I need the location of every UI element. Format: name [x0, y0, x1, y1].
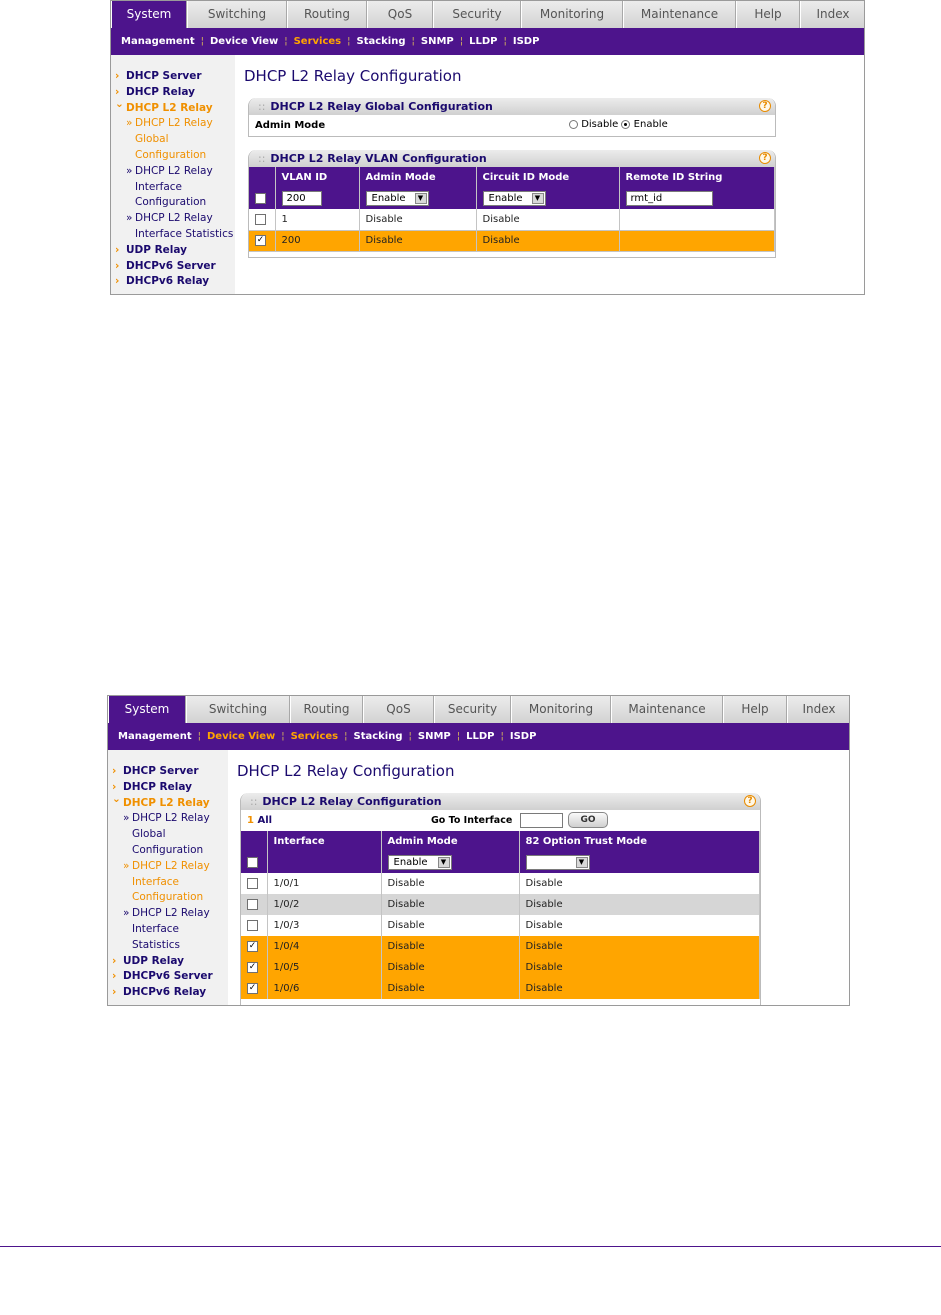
tab-monitoring[interactable]: Monitoring — [511, 696, 611, 723]
admin-mode-select[interactable]: Enable ▼ — [366, 191, 429, 206]
subnav-isdp[interactable]: ISDP — [512, 36, 540, 47]
col-vlan-id: VLAN ID — [275, 167, 359, 188]
trust-mode-cell: Disable — [519, 915, 760, 936]
help-icon[interactable]: ? — [759, 152, 771, 164]
interface-cell: 1/0/2 — [267, 894, 381, 915]
sidebar-item-dhcpv6-server[interactable]: › DHCPv6 Server — [108, 969, 228, 985]
double-chevron-icon: » — [123, 907, 130, 920]
sidebar-item-dhcp-server[interactable]: › DHCP Server — [108, 764, 228, 780]
footer-rule — [0, 1246, 941, 1247]
table-row[interactable] — [241, 873, 760, 894]
interface-cell: 1/0/5 — [267, 957, 381, 978]
tab-maintenance[interactable]: Maintenance — [623, 1, 736, 28]
main-content — [235, 55, 864, 294]
edit-row — [241, 852, 760, 873]
subnav-device-view[interactable]: Device View — [206, 731, 276, 742]
tab-qos[interactable]: QoS — [367, 1, 433, 28]
trust-mode-cell: Disable — [519, 894, 760, 915]
circuit-id-mode-cell: Disable — [476, 209, 619, 230]
sidebar — [108, 750, 228, 1005]
col-remote-id-string: Remote ID String — [619, 167, 775, 188]
sidebar-item-udp-relay[interactable]: › UDP Relay — [111, 243, 235, 259]
admin-mode-cell: Disable — [381, 978, 519, 999]
table-row[interactable] — [249, 209, 775, 230]
admin-mode-cell: Disable — [381, 894, 519, 915]
tab-index[interactable]: Index — [787, 696, 850, 723]
double-chevron-icon: » — [126, 212, 133, 225]
trust-mode-cell: Disable — [519, 957, 760, 978]
col-admin-mode: Admin Mode — [381, 831, 519, 852]
sidebar-item-dhcp-server[interactable]: › DHCP Server — [111, 69, 235, 85]
tab-system[interactable]: System — [108, 696, 186, 723]
dropdown-arrow-icon: ▼ — [415, 193, 427, 204]
sidebar-item-l2-interface-stats[interactable]: » DHCP L2 Relay Interface Statistics — [126, 212, 234, 240]
table-row[interactable] — [241, 978, 760, 999]
circuit-id-mode-select[interactable]: Enable ▼ — [483, 191, 546, 206]
panel-header: :: DHCP L2 Relay VLAN Configuration ? — [249, 150, 775, 167]
main-content — [228, 750, 849, 1005]
double-chevron-icon: » — [126, 164, 133, 177]
sidebar-item-dhcp-relay[interactable]: › DHCP Relay — [111, 85, 235, 101]
table-header-row — [249, 167, 775, 188]
tab-maintenance[interactable]: Maintenance — [611, 696, 723, 723]
interface-config-panel — [240, 793, 761, 1006]
sidebar-item-l2-interface-config[interactable]: » DHCP L2 Relay Interface Configuration — [126, 164, 213, 209]
trust-mode-cell: Disable — [519, 978, 760, 999]
vlan-id-input[interactable]: 200 — [282, 191, 322, 206]
filter-all[interactable]: All — [257, 815, 273, 826]
tab-help[interactable]: Help — [723, 696, 787, 723]
admin-mode-select[interactable]: Enable ▼ — [388, 855, 452, 870]
dropdown-arrow-icon: ▼ — [438, 857, 450, 868]
table-row[interactable] — [241, 915, 760, 936]
sidebar-item-udp-relay[interactable]: › UDP Relay — [108, 954, 228, 970]
sidebar-item-l2-global-config[interactable]: » DHCP L2 Relay Global Configuration — [126, 117, 213, 161]
table-header-row — [241, 831, 760, 852]
subnav-device-view[interactable]: Device View — [209, 36, 279, 47]
panel-header: :: DHCP L2 Relay Configuration ? — [241, 793, 760, 810]
tab-security[interactable]: Security — [433, 1, 521, 28]
subnav-management[interactable]: Management — [118, 731, 192, 742]
subnav-stacking[interactable]: Stacking — [356, 36, 406, 47]
double-chevron-icon: » — [123, 859, 130, 872]
go-to-interface-input[interactable] — [520, 813, 563, 828]
tab-monitoring[interactable]: Monitoring — [521, 1, 623, 28]
interface-cell: 1/0/6 — [267, 978, 381, 999]
vlan-config-panel — [248, 150, 776, 258]
admin-mode-label: Admin Mode — [255, 120, 326, 131]
row-checkbox[interactable] — [247, 899, 258, 910]
grip-icon: :: — [250, 795, 258, 808]
row-checkbox[interactable] — [247, 920, 258, 931]
tab-switching[interactable]: Switching — [187, 1, 287, 28]
help-icon[interactable]: ? — [759, 100, 771, 112]
trust-mode-cell: Disable — [519, 936, 760, 957]
trust-mode-cell: Disable — [519, 873, 760, 894]
tab-switching[interactable]: Switching — [186, 696, 290, 723]
subnav-lldp[interactable]: LLDP — [469, 36, 498, 47]
help-icon[interactable]: ? — [744, 795, 756, 807]
double-chevron-icon: » — [123, 812, 130, 825]
table-row[interactable] — [241, 894, 760, 915]
admin-mode-cell: Disable — [381, 873, 519, 894]
subnav-management[interactable]: Management — [121, 36, 195, 47]
sub-nav-bar: Management ¦ Device View ¦ Services ¦ Stacking ¦ SNMP ¦ LLDP ¦ ISDP — [111, 28, 864, 55]
filter-bar — [241, 810, 760, 831]
row-checkbox[interactable]: ✓ — [256, 234, 265, 245]
col-82-option-trust-mode: 82 Option Trust Mode — [519, 831, 760, 852]
page-title: DHCP L2 Relay Configuration — [237, 762, 455, 780]
table-row[interactable] — [241, 957, 760, 978]
subnav-stacking[interactable]: Stacking — [353, 731, 403, 742]
subnav-services[interactable]: Services — [293, 36, 342, 47]
radio-disable-label: Disable — [581, 119, 619, 130]
tab-qos[interactable]: QoS — [363, 696, 434, 723]
row-checkbox[interactable]: ✓ — [248, 982, 257, 993]
page-title: DHCP L2 Relay Configuration — [244, 67, 462, 85]
subnav-lldp[interactable]: LLDP — [466, 731, 495, 742]
filter-1[interactable]: 1 — [247, 815, 254, 826]
vlan-id-cell: 1 — [275, 209, 359, 230]
vlan-id-cell: 200 — [275, 230, 359, 251]
tab-routing[interactable]: Routing — [290, 696, 363, 723]
interface-table — [241, 831, 760, 999]
sidebar-item-l2-interface-config[interactable]: » DHCP L2 Relay Interface Configuration — [123, 859, 210, 904]
radio-enable[interactable] — [621, 120, 630, 129]
radio-disable[interactable] — [569, 120, 578, 129]
row-checkbox[interactable] — [247, 878, 258, 889]
dropdown-arrow-icon: ▼ — [576, 857, 588, 868]
tab-help[interactable]: Help — [736, 1, 800, 28]
screenshot-interface-config — [107, 695, 850, 1006]
remote-id-input[interactable]: rmt_id — [626, 191, 713, 206]
grip-icon: :: — [258, 152, 266, 165]
global-config-panel — [248, 98, 776, 137]
col-admin-mode: Admin Mode — [359, 167, 476, 188]
table-row[interactable] — [249, 230, 775, 251]
subnav-snmp[interactable]: SNMP — [420, 36, 454, 47]
sidebar-item-dhcpv6-server[interactable]: › DHCPv6 Server — [111, 259, 235, 275]
row-checkbox[interactable]: ✓ — [248, 940, 257, 951]
table-row[interactable] — [241, 936, 760, 957]
grip-icon: :: — [258, 100, 266, 113]
interface-cell: 1/0/3 — [267, 915, 381, 936]
interface-cell: 1/0/1 — [267, 873, 381, 894]
select-all-checkbox[interactable] — [255, 193, 266, 204]
edit-row — [249, 188, 775, 209]
admin-mode-cell: Disable — [359, 209, 476, 230]
vlan-table — [249, 167, 775, 252]
sidebar-item-dhcpv6-relay[interactable]: › DHCPv6 Relay — [111, 274, 235, 290]
tab-system[interactable]: System — [111, 1, 187, 28]
admin-mode-cell: Disable — [359, 230, 476, 251]
main-tab-bar — [111, 1, 864, 28]
select-all-header — [249, 167, 275, 188]
tab-index[interactable]: Index — [800, 1, 865, 28]
sidebar-item-dhcpv6-relay[interactable]: › DHCPv6 Relay — [108, 985, 228, 1001]
sidebar — [111, 55, 235, 294]
double-chevron-icon: » — [126, 117, 133, 130]
circuit-id-mode-cell: Disable — [476, 230, 619, 251]
row-checkbox[interactable] — [255, 214, 266, 225]
select-all-checkbox[interactable] — [247, 857, 258, 868]
admin-mode-cell: Disable — [381, 936, 519, 957]
main-tab-bar — [108, 696, 849, 723]
row-checkbox[interactable]: ✓ — [248, 961, 257, 972]
col-circuit-id-mode: Circuit ID Mode — [476, 167, 619, 188]
remote-id-cell — [619, 230, 775, 251]
go-to-interface-label: Go To Interface — [431, 815, 513, 826]
radio-enable-label: Enable — [633, 119, 668, 130]
go-button[interactable]: GO — [568, 812, 608, 828]
sidebar-item-dhcp-relay[interactable]: › DHCP Relay — [108, 780, 228, 796]
sidebar-item-dhcp-l2-relay[interactable]: ⌄ DHCP L2 Relay — [111, 101, 235, 117]
col-interface: Interface — [267, 831, 381, 852]
subnav-snmp[interactable]: SNMP — [417, 731, 451, 742]
sidebar-item-dhcp-l2-relay[interactable]: ⌄ DHCP L2 Relay — [108, 796, 228, 812]
admin-mode-cell: Disable — [381, 957, 519, 978]
subnav-isdp[interactable]: ISDP — [509, 731, 537, 742]
panel-header: :: DHCP L2 Relay Global Configuration ? — [249, 98, 775, 115]
interface-cell: 1/0/4 — [267, 936, 381, 957]
remote-id-cell — [619, 209, 775, 230]
dropdown-arrow-icon: ▼ — [532, 193, 544, 204]
select-all-header — [241, 831, 267, 852]
admin-mode-cell: Disable — [381, 915, 519, 936]
sidebar-item-l2-global-config[interactable]: » DHCP L2 Relay Global Configuration — [123, 812, 210, 856]
sidebar-item-l2-interface-stats[interactable]: » DHCP L2 Relay Interface Statistics — [123, 907, 210, 951]
screenshot-vlan-config — [110, 0, 865, 295]
sub-nav-bar: Management ¦ Device View ¦ Services ¦ Stacking ¦ SNMP ¦ LLDP ¦ ISDP — [108, 723, 849, 750]
tab-security[interactable]: Security — [434, 696, 511, 723]
subnav-services[interactable]: Services — [290, 731, 339, 742]
trust-mode-select[interactable] — [526, 855, 590, 870]
tab-routing[interactable]: Routing — [287, 1, 367, 28]
